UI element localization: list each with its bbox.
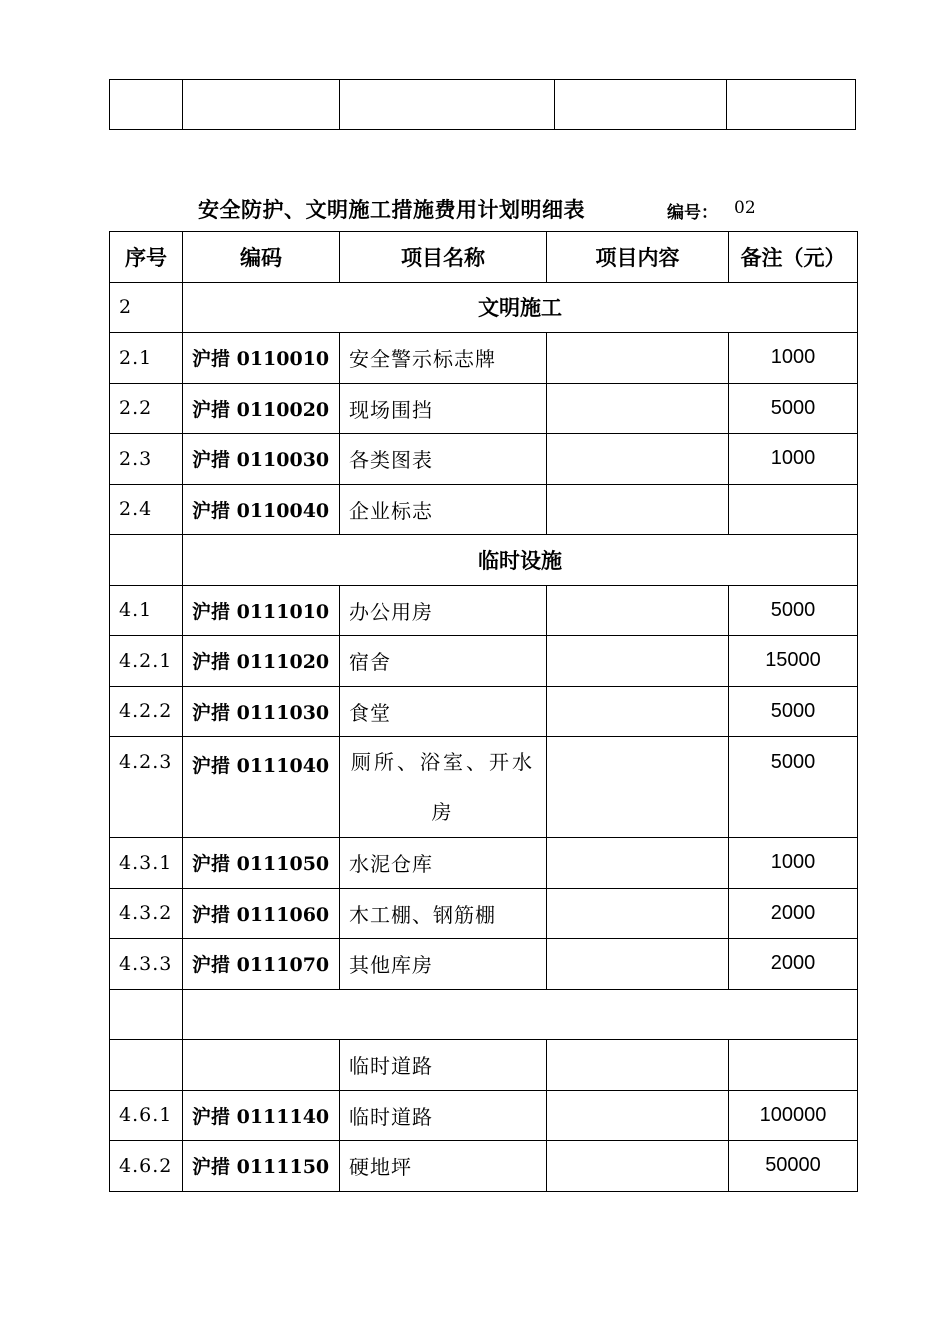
- cell-content: [547, 1040, 729, 1091]
- number-label: 编号：: [667, 203, 718, 223]
- cell-name: 水泥仓库: [340, 838, 547, 889]
- cell-name: 食堂: [340, 686, 547, 737]
- table-cell: [555, 80, 727, 130]
- number-value: 02: [734, 198, 756, 218]
- cell-seq: [110, 1040, 183, 1091]
- cell-code: [183, 1040, 340, 1091]
- cell-amount: 5000: [729, 686, 858, 737]
- cell-amount: 1000: [729, 838, 858, 889]
- cell-seq: 4.3.2: [110, 888, 183, 939]
- table-row: [110, 484, 858, 535]
- cell-content: [547, 383, 729, 434]
- cell-name: 办公用房: [340, 585, 547, 636]
- cell-code: 沪措 0111150: [183, 1141, 340, 1192]
- cell-content: [547, 838, 729, 889]
- cell-seq: 4.1: [110, 585, 183, 636]
- cell-content: [547, 686, 729, 737]
- cell-seq: 2.1: [110, 333, 183, 384]
- section-row: [110, 282, 858, 333]
- header-remark: 备注（元）: [729, 232, 858, 283]
- cost-detail-table: [109, 231, 858, 1192]
- header-item-name: 项目名称: [340, 232, 547, 283]
- cell-name: 企业标志: [340, 484, 547, 535]
- table-row: [110, 888, 858, 939]
- cell-code: 沪措 0110030: [183, 434, 340, 485]
- header-item-content: 项目内容: [547, 232, 729, 283]
- cell-code: 沪措 0111060: [183, 888, 340, 939]
- table-row: [110, 1090, 858, 1141]
- section-seq: 2: [110, 282, 183, 333]
- cell-seq: 4.3.1: [110, 838, 183, 889]
- table-row: [110, 686, 858, 737]
- subheading-row: [110, 1040, 858, 1091]
- table-cell: [340, 80, 555, 130]
- previous-table-fragment: [109, 79, 856, 130]
- empty-row: [110, 80, 856, 130]
- table-row: [110, 1141, 858, 1192]
- cell-amount: 5000: [729, 585, 858, 636]
- table-cell: [183, 989, 858, 1040]
- cell-code: 沪措 0110010: [183, 333, 340, 384]
- table-row: [110, 636, 858, 687]
- cell-name: 厕所、浴室、开水房: [340, 737, 547, 838]
- header-code: 编码: [183, 232, 340, 283]
- section-seq: [110, 535, 183, 586]
- table-row: [110, 737, 858, 838]
- cell-code: 沪措 0111070: [183, 939, 340, 990]
- cell-amount: [729, 1040, 858, 1091]
- table-cell: [183, 80, 340, 130]
- cell-code: 沪措 0111040: [183, 737, 340, 838]
- cell-amount: 5000: [729, 737, 858, 838]
- cell-content: [547, 1090, 729, 1141]
- cell-amount: 1000: [729, 333, 858, 384]
- cell-code: 沪措 0110040: [183, 484, 340, 535]
- page-title: 安全防护、文明施工措施费用计划明细表: [198, 197, 585, 222]
- cell-seq: 4.6.1: [110, 1090, 183, 1141]
- section-title: 文明施工: [183, 282, 858, 333]
- cell-seq: 4.2.1: [110, 636, 183, 687]
- cell-content: [547, 939, 729, 990]
- table-row: [110, 838, 858, 889]
- cell-seq: 2.2: [110, 383, 183, 434]
- header-seq: 序号: [110, 232, 183, 283]
- cell-content: [547, 434, 729, 485]
- section-title: 临时设施: [183, 535, 858, 586]
- cell-name: 临时道路: [340, 1090, 547, 1141]
- table-row: [110, 434, 858, 485]
- cell-seq: 4.6.2: [110, 1141, 183, 1192]
- cell-amount: [729, 484, 858, 535]
- cell-amount: 1000: [729, 434, 858, 485]
- cell-content: [547, 484, 729, 535]
- table-cell: [727, 80, 856, 130]
- cell-code: 沪措 0111020: [183, 636, 340, 687]
- cell-code: 沪措 0110020: [183, 383, 340, 434]
- cell-content: [547, 888, 729, 939]
- table-row: [110, 585, 858, 636]
- cell-seq: 4.3.3: [110, 939, 183, 990]
- cell-content: [547, 636, 729, 687]
- table-cell: [110, 989, 183, 1040]
- cell-amount: 5000: [729, 383, 858, 434]
- cell-content: [547, 1141, 729, 1192]
- cell-code: 沪措 0111030: [183, 686, 340, 737]
- cell-name: 硬地坪: [340, 1141, 547, 1192]
- cell-seq: 2.3: [110, 434, 183, 485]
- cell-name: 安全警示标志牌: [340, 333, 547, 384]
- cell-name: 各类图表: [340, 434, 547, 485]
- cell-seq: 4.2.3: [110, 737, 183, 838]
- table-cell: [110, 80, 183, 130]
- cell-name: 木工棚、钢筋棚: [340, 888, 547, 939]
- cell-content: [547, 585, 729, 636]
- cell-code: 沪措 0111140: [183, 1090, 340, 1141]
- table-row: [110, 333, 858, 384]
- cell-name: 其他库房: [340, 939, 547, 990]
- cell-amount: 2000: [729, 939, 858, 990]
- cell-seq: 2.4: [110, 484, 183, 535]
- cell-content: [547, 333, 729, 384]
- cell-name: 宿舍: [340, 636, 547, 687]
- table-row: [110, 383, 858, 434]
- cell-code: 沪措 0111010: [183, 585, 340, 636]
- cell-amount: 2000: [729, 888, 858, 939]
- cell-amount: 15000: [729, 636, 858, 687]
- cell-name: 现场围挡: [340, 383, 547, 434]
- cell-amount: 100000: [729, 1090, 858, 1141]
- section-row: [110, 535, 858, 586]
- cell-content: [547, 737, 729, 838]
- table-row: [110, 939, 858, 990]
- cell-seq: 4.2.2: [110, 686, 183, 737]
- empty-row: [110, 989, 858, 1040]
- cell-amount: 50000: [729, 1141, 858, 1192]
- cell-code: 沪措 0111050: [183, 838, 340, 889]
- header-row: [110, 232, 858, 283]
- cell-name: 临时道路: [340, 1040, 547, 1091]
